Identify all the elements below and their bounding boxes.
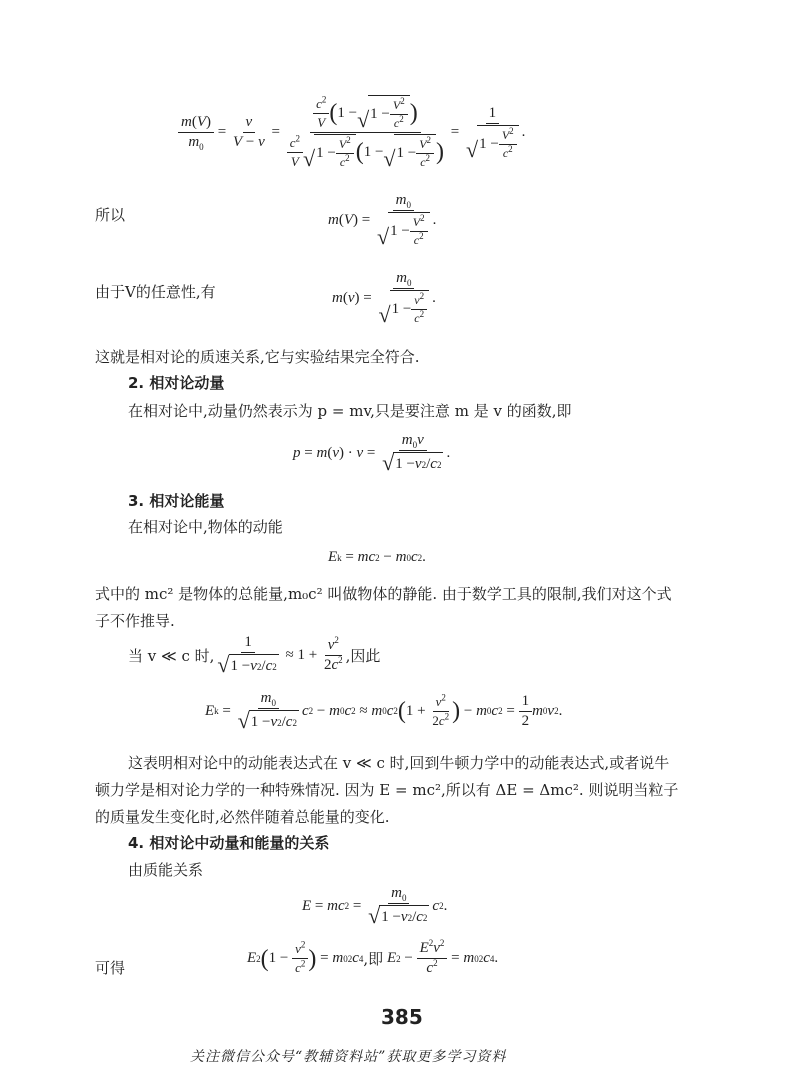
equation-mv: m ( v ) = $m_0$ √ 1 − $\frac{v^2}{c^2}$ . <box>332 270 436 327</box>
paragraph-zhe-2: 顿力学是相对论力学的一种特殊情况. 因为 E = mc²,所以有 ΔE = Δmc². 则说明当粒子 <box>95 781 679 799</box>
equation-energy-momentum: E 2 ( 1 − $\frac{v^2}{c^2}$ ) = m 0 2 c 4 ,即 E 2 − $\frac{E^2v^2}{c^2}$ = m 0 2 c 4 . <box>247 938 499 976</box>
heading-momentum: 2. 相对论动量 <box>128 374 225 392</box>
equation-ek-expansion: E k = $m_0$ √ 1 − v 2 / c 2 c 2 − m 0 c 2 ≈ m 0 c 2 ( 1 + $\frac{v^2}{2c^2}$ ) − m 0 c 2 = $\frac{1}{2}$ m 0 v 2 . <box>205 690 563 733</box>
paragraph-energy-intro: 在相对论中,物体的动能 <box>128 518 283 536</box>
equation-kinetic-energy: E k = mc 2 − m 0 c 2 . <box>328 549 426 565</box>
paragraph-shizhong-2: 子不作推导. <box>95 612 175 630</box>
equation-mass-ratio: $\frac{m(V)}{m_0}$ = $\frac{v}{V - v}$ = $\frac{c^2}{V}$ ( 1 − √ 1 − $\frac{V^2}{c^2}$ ) $\frac{c^2}{V}$ √ 1 − $\frac{V^2}{c^2}$ ( 1 − √ 1 − $\frac{V^2}{c^2}$ ) = 1 √ 1 − $\frac{V^2}{c^2}$ . <box>178 95 525 170</box>
label-kede: 可得 <box>95 959 126 977</box>
paragraph-shizhong-1: 式中的 mc² 是物体的总能量,m₀c² 叫做物体的静能. 由于数学工具的限制,我们对这个式 <box>95 585 672 603</box>
paragraph-momentum-intro: 在相对论中,动量仍然表示为 p = mv,只是要注意 m 是 v 的函数,即 <box>128 402 572 420</box>
label-suoyi: 所以 <box>95 206 126 224</box>
heading-energy: 3. 相对论能量 <box>128 492 225 510</box>
paragraph-zhiliang: 这就是相对论的质速关系,它与实验结果完全符合. <box>95 348 420 366</box>
equation-mV: m ( V ) = $m_0$ √ 1 − $\frac{V^2}{c^2}$ . <box>328 192 437 249</box>
footer-watermark: 关注微信公众号“教辅资料站”获取更多学习资料 <box>190 1049 507 1065</box>
equation-momentum: p = m ( v ) · v = $m_0v$ √ 1 − v 2 / c 2 . <box>293 432 451 475</box>
equation-mass-energy: E = mc 2 = $m_0$ √ 1 − v 2 / c 2 c 2 . <box>302 885 448 928</box>
paragraph-zhineng: 由质能关系 <box>128 861 204 879</box>
label-youyu-v: 由于V的任意性,有 <box>95 283 216 301</box>
heading-momentum-energy: 4. 相对论中动量和能量的关系 <box>128 834 330 852</box>
paragraph-zhe-1: 这表明相对论中的动能表达式在 v ≪ c 时,回到牛顿力学中的动能表达式,或者说牛 <box>128 754 670 772</box>
equation-approx: 当 v ≪ c 时, 1 √ 1 − v 2 / c 2 ≈ 1 + $\frac{v^2}{2c^2}$ ,因此 <box>128 634 381 677</box>
page-number: 385 <box>381 1005 423 1029</box>
paragraph-zhe-3: 的质量发生变化时,必然伴随着总能量的变化. <box>95 808 390 826</box>
